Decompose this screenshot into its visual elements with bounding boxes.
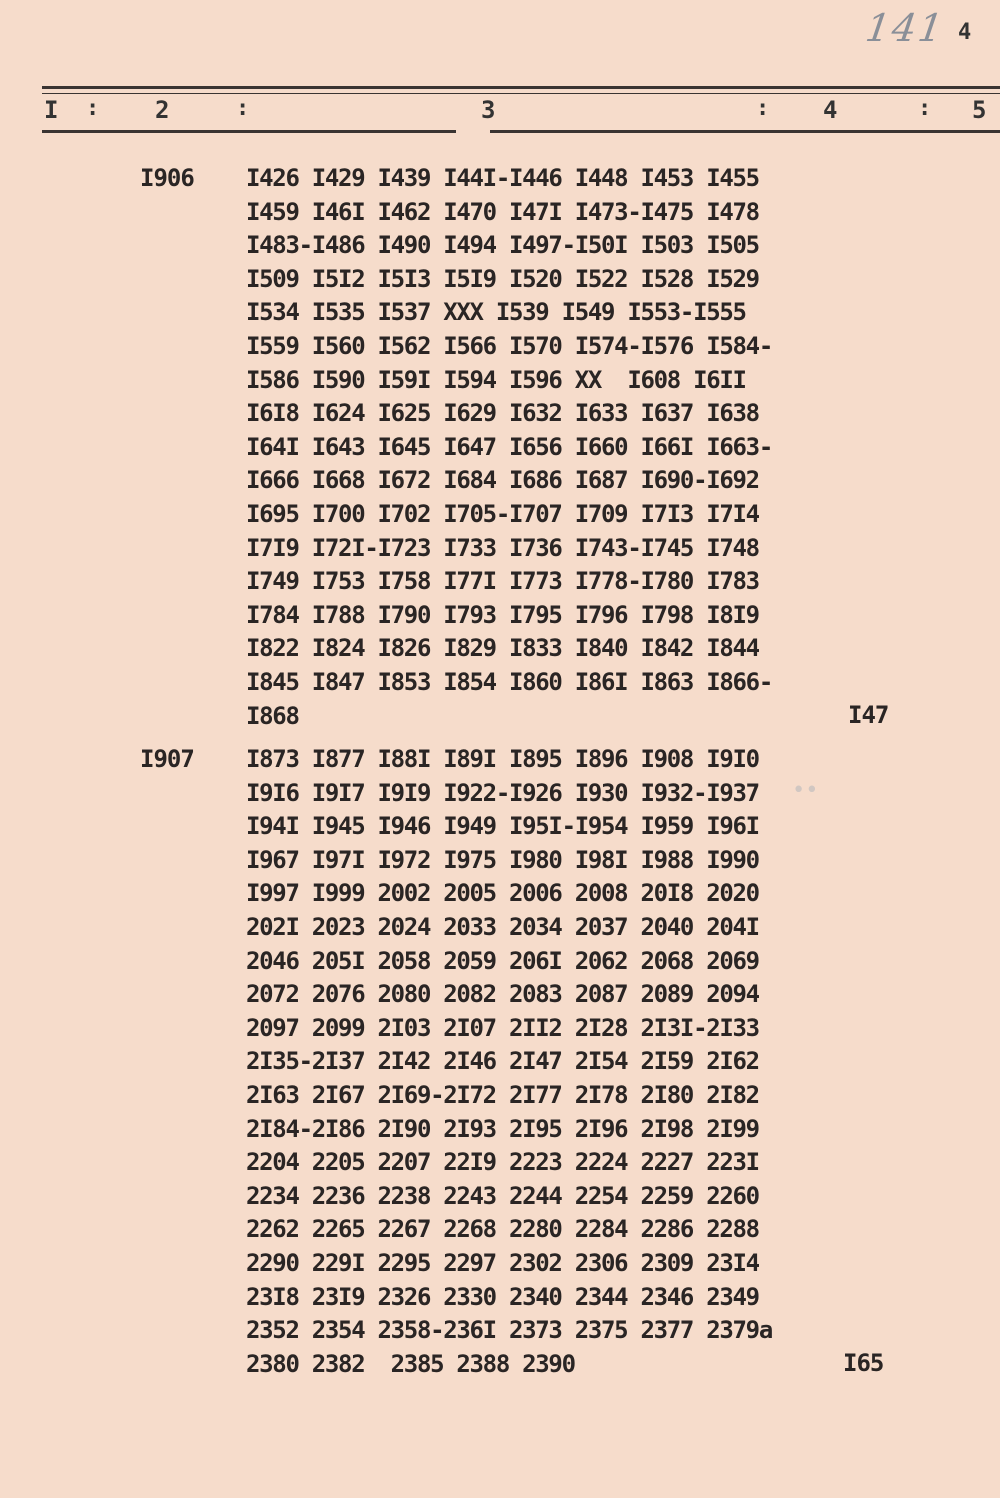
- number-line: 2097 2099 2I03 2I07 2II2 2I28 2I3I-2I33: [246, 1013, 759, 1042]
- column-separator: :: [86, 96, 100, 121]
- number-line: I868: [246, 701, 299, 730]
- header-rule-bottom-right: [490, 130, 1000, 133]
- number-line: 2204 2205 2207 22I9 2223 2224 2227 223I: [246, 1148, 759, 1177]
- column-header-1: I: [44, 96, 59, 124]
- column-header-4: 4: [823, 96, 838, 124]
- column-header-3: 3: [481, 96, 496, 124]
- number-line: 2262 2265 2267 2268 2280 2284 2286 2288: [246, 1215, 759, 1244]
- item-count: I47: [848, 701, 889, 729]
- number-line: I509 I5I2 I5I3 I5I9 I520 I522 I528 I529: [246, 264, 759, 293]
- header-rule-top: [42, 86, 1000, 89]
- number-line: I7I9 I72I-I723 I733 I736 I743-I745 I748: [246, 533, 759, 562]
- column-header-5: 5: [972, 96, 987, 124]
- erased-mark: ••: [792, 778, 819, 803]
- number-line: I822 I824 I826 I829 I833 I840 I842 I844: [246, 634, 759, 663]
- number-line: I873 I877 I88I I89I I895 I896 I908 I9I0: [246, 745, 759, 773]
- number-list: [246, 743, 772, 1381]
- number-line: I94I I945 I946 I949 I95I-I954 I959 I96I: [246, 812, 759, 841]
- item-count: I65: [843, 1349, 884, 1377]
- number-line: I459 I46I I462 I470 I47I I473-I475 I478: [246, 197, 759, 226]
- number-list: [246, 162, 772, 733]
- column-separator: :: [756, 96, 770, 121]
- number-line: 202I 2023 2024 2033 2034 2037 2040 204I: [246, 912, 759, 941]
- number-line: 2234 2236 2238 2243 2244 2254 2259 2260: [246, 1181, 759, 1210]
- number-line: 2I35-2I37 2I42 2I46 2I47 2I54 2I59 2I62: [246, 1047, 759, 1076]
- number-line: I559 I560 I562 I566 I570 I574-I576 I584-: [246, 331, 772, 360]
- number-line: I64I I643 I645 I647 I656 I660 I66I I663-: [246, 432, 772, 461]
- number-line: 2290 229I 2295 2297 2302 2306 2309 23I4: [246, 1248, 759, 1277]
- column-separator: :: [236, 96, 250, 121]
- number-line: I9I6 I9I7 I9I9 I922-I926 I930 I932-I937: [246, 778, 759, 807]
- number-line: I967 I97I I972 I975 I980 I98I I988 I990: [246, 845, 759, 874]
- number-line: I534 I535 I537 XXX I539 I549 I553-I555: [246, 298, 746, 327]
- number-line: I426 I429 I439 I44I-I446 I448 I453 I455: [246, 164, 759, 192]
- number-line: I749 I753 I758 I77I I773 I778-I780 I783: [246, 567, 759, 596]
- header-rule-bottom-left: [42, 130, 456, 133]
- column-header-2: 2: [155, 96, 170, 124]
- number-line: 2I84-2I86 2I90 2I93 2I95 2I96 2I98 2I99: [246, 1114, 759, 1143]
- number-line: I845 I847 I853 I854 I860 I86I I863 I866-: [246, 667, 772, 696]
- number-line: 2380 2382 2385 2388 2390: [246, 1349, 575, 1378]
- number-line: 23I8 23I9 2326 2330 2340 2344 2346 2349: [246, 1282, 759, 1311]
- number-line: I666 I668 I672 I684 I686 I687 I690-I692: [246, 466, 759, 495]
- number-line: I784 I788 I790 I793 I795 I796 I798 I8I9: [246, 600, 759, 629]
- number-line: I586 I590 I59I I594 I596 XX I608 I6II: [246, 365, 746, 394]
- number-line: 2046 205I 2058 2059 206I 2062 2068 2069: [246, 946, 759, 975]
- number-line: 2I63 2I67 2I69-2I72 2I77 2I78 2I80 2I82: [246, 1080, 759, 1109]
- number-line: I695 I700 I702 I705-I707 I709 I7I3 I7I4: [246, 499, 759, 528]
- number-line: 2352 2354 2358-236I 2373 2375 2377 2379a: [246, 1316, 772, 1345]
- number-line: I997 I999 2002 2005 2006 2008 20I8 2020: [246, 879, 759, 908]
- page-number: 4: [958, 20, 972, 45]
- number-line: 2072 2076 2080 2082 2083 2087 2089 2094: [246, 980, 759, 1009]
- year-label: I906: [140, 164, 194, 192]
- header-rule-thin: [42, 93, 1000, 94]
- number-line: I483-I486 I490 I494 I497-I50I I503 I505: [246, 231, 759, 260]
- handwritten-folio-number: 141: [862, 6, 948, 50]
- column-separator: :: [918, 96, 932, 121]
- year-label: I907: [140, 745, 194, 773]
- number-line: I6I8 I624 I625 I629 I632 I633 I637 I638: [246, 399, 759, 428]
